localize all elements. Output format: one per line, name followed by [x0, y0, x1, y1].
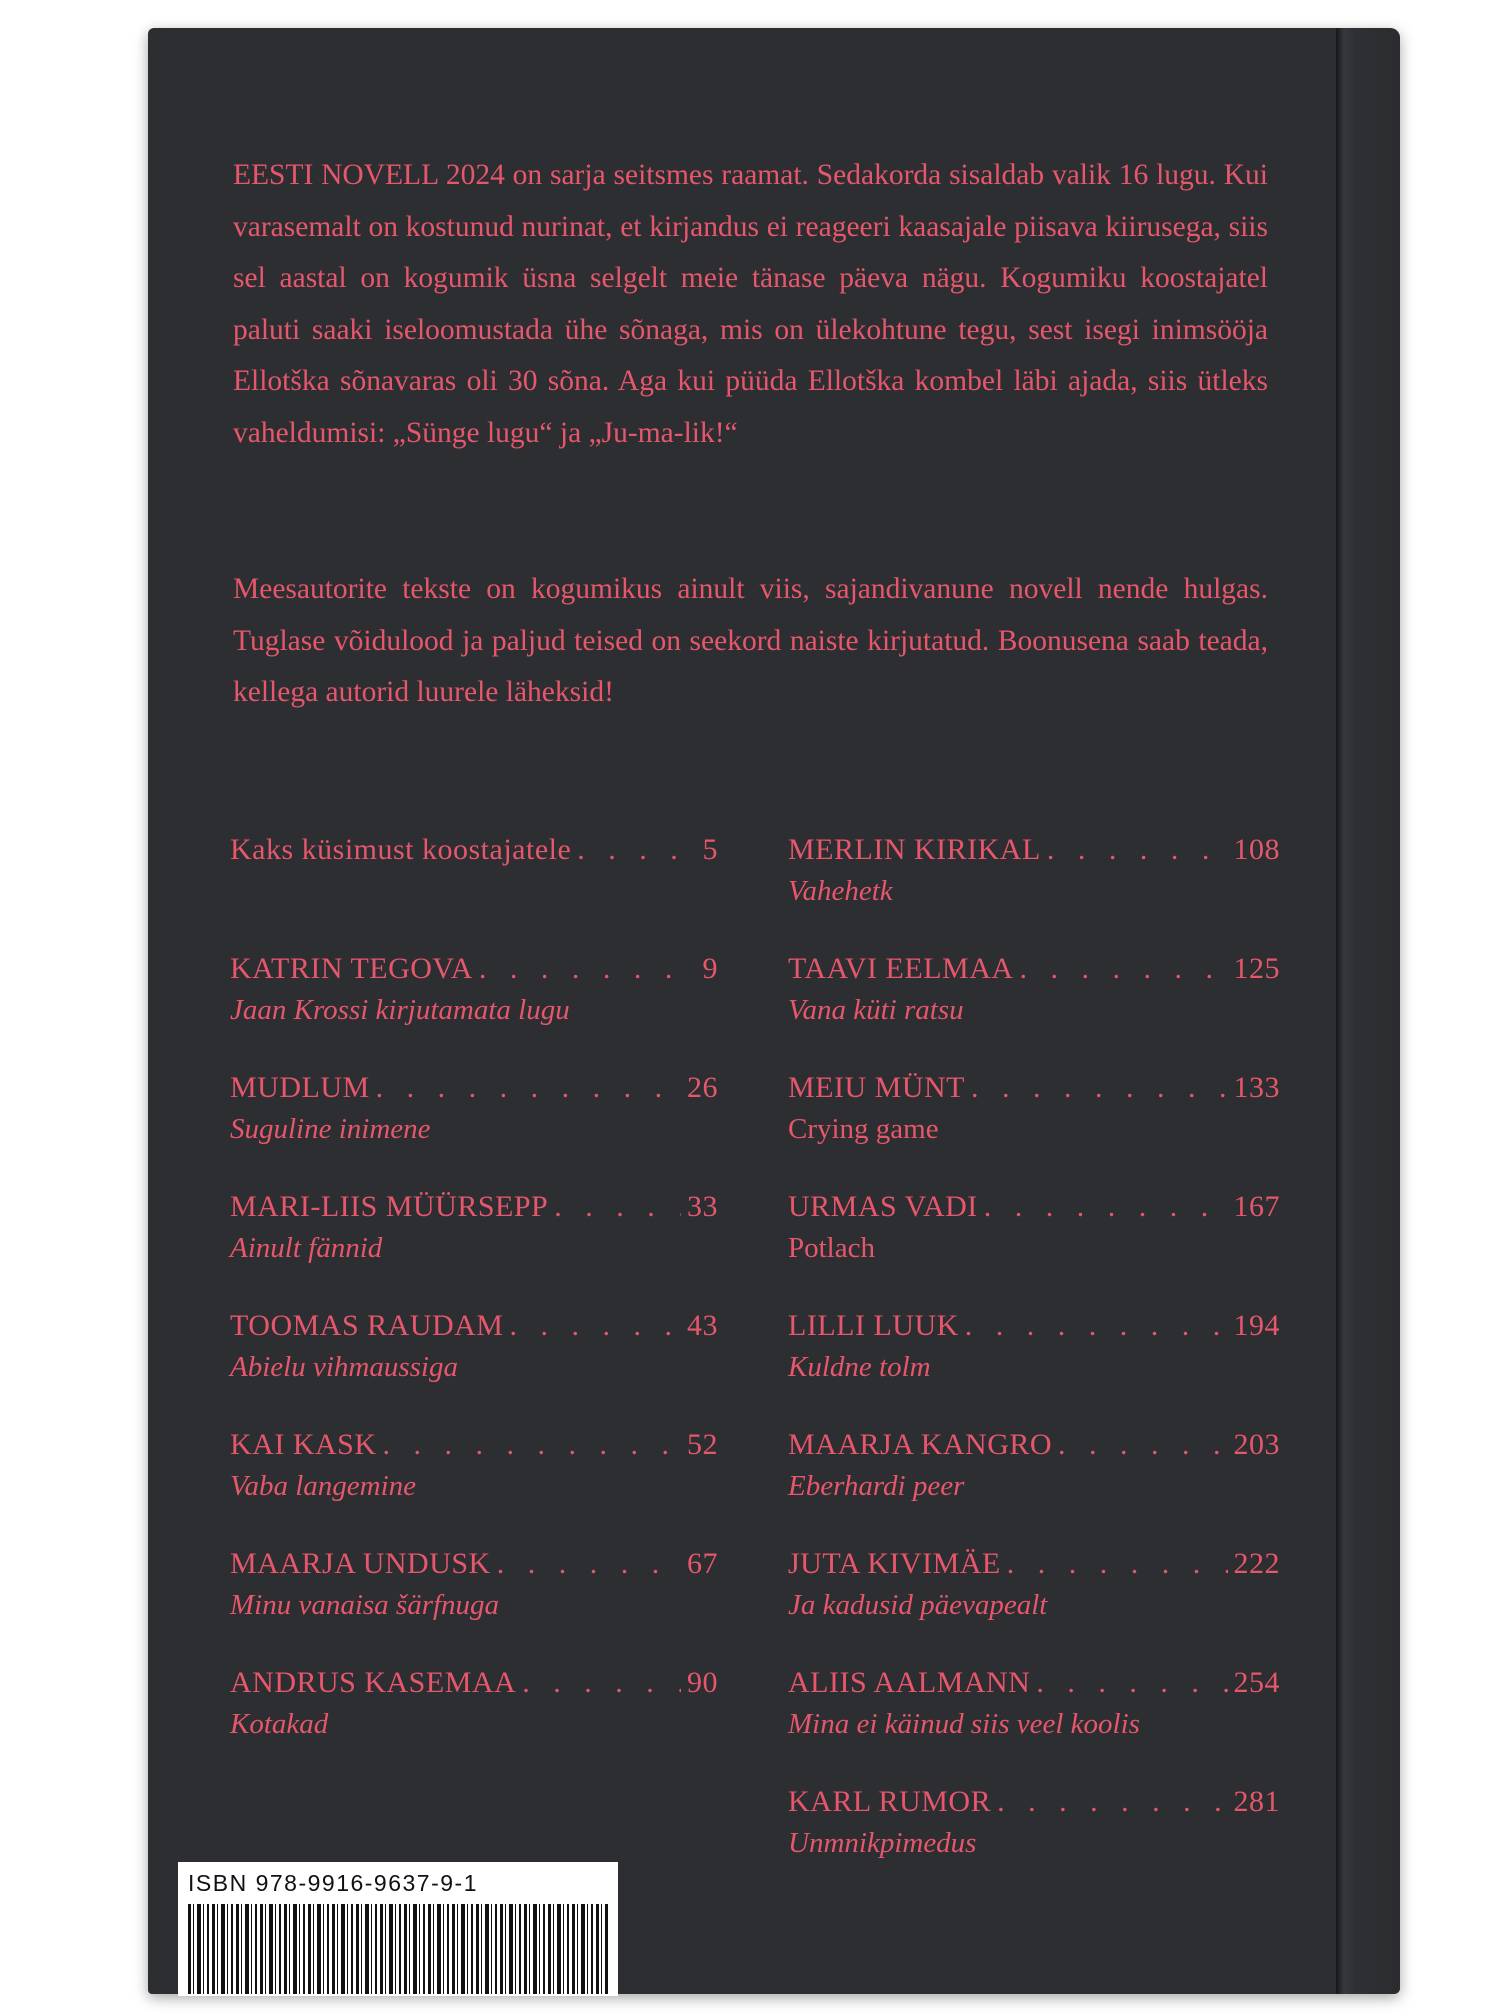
- toc-story-title: Ainult fännid: [230, 1232, 383, 1264]
- toc-entry: [230, 1425, 718, 1544]
- toc-page-number: 222: [1233, 1547, 1280, 1580]
- toc-leader-dots: [509, 1306, 681, 1346]
- toc-leader-dots: [1058, 1425, 1227, 1465]
- toc-leader-dots: [965, 1306, 1228, 1346]
- toc-entry: [788, 949, 1280, 1068]
- toc-entry: [230, 1068, 718, 1187]
- toc-entry: [788, 1306, 1280, 1425]
- toc-author: JUTA KIVIMÄE: [788, 1547, 1001, 1580]
- toc-page-number: 125: [1233, 952, 1280, 985]
- toc-leader-dots: [1020, 949, 1228, 989]
- barcode-bars: [188, 1904, 608, 1994]
- toc-page-number: 254: [1233, 1666, 1280, 1699]
- toc-entry: [788, 1782, 1280, 1901]
- toc-author: URMAS VADI: [788, 1190, 978, 1223]
- toc-author: MARI-LIIS MÜÜRSEPP: [230, 1190, 549, 1223]
- toc-author: KAI KASK: [230, 1428, 377, 1461]
- toc-page-number: 43: [687, 1309, 718, 1342]
- blurb-paragraph-2: Meesautorite tekste on kogumikus ainult viis, sajandivanune novell nende hulgas. Tuglase võidulood ja paljud teised on seekord naiste kirjutatud. Boonusena saab teada, kellega autorid luurele läheksid!: [233, 573, 1268, 708]
- toc-page-number: 26: [687, 1071, 718, 1104]
- toc-entry: [230, 1306, 718, 1425]
- toc-author: MERLIN KIRIKAL: [788, 833, 1041, 866]
- toc-leader-dots: [1007, 1544, 1228, 1584]
- toc-story-title: Kotakad: [230, 1708, 329, 1740]
- toc-entry: [788, 1068, 1280, 1187]
- toc-story-title: Abielu vihmaussiga: [230, 1351, 458, 1383]
- toc-story-title: Ja kadusid päevapealt: [788, 1589, 1048, 1621]
- toc-entry: [788, 830, 1280, 949]
- toc-story-title: Mina ei käinud siis veel koolis: [788, 1708, 1140, 1740]
- toc-story-title: Suguline inimene: [230, 1113, 431, 1145]
- toc-page-number: 203: [1233, 1428, 1280, 1461]
- toc-author: TOOMAS RAUDAM: [230, 1309, 504, 1342]
- toc-leader-dots: [522, 1663, 681, 1703]
- toc-entry: [230, 1663, 718, 1782]
- blurb-paragraph-1: EESTI NOVELL 2024 on sarja seitsmes raamat. Sedakorda sisaldab valik 16 lugu. Kui varasemalt on kostunud nurinat, et kirjandus ei reageeri kaasajale piisava kiirusega, siis sel aastal on kogumik üsna selgelt meie tänase päeva nägu. Kogumiku koostajatel paluti saaki iseloomustada ühe sõnaga, mis on ülekohtune tegu, sest isegi inimsööja Ellotška sõnavaras oli 30 sõna. Aga kui püüda Ellotška kombel läbi ajada, siis ütleks vaheldumisi: „Sünge lugu“ ja „Ju-ma-lik!“: [233, 159, 1268, 449]
- toc-page-number: 90: [687, 1666, 718, 1699]
- toc-leader-dots: [971, 1068, 1228, 1108]
- toc-author: MAARJA KANGRO: [788, 1428, 1053, 1461]
- toc-leader-dots: [1036, 1663, 1227, 1703]
- table-of-contents-right: [788, 830, 1280, 1901]
- toc-leader-dots: [383, 1425, 682, 1465]
- toc-page-number: 281: [1233, 1785, 1280, 1818]
- toc-leader-dots: [554, 1187, 681, 1227]
- toc-author: MEIU MÜNT: [788, 1071, 965, 1104]
- toc-page-number: 33: [687, 1190, 718, 1223]
- toc-story-title: Jaan Krossi kirjutamata lugu: [230, 994, 570, 1026]
- isbn-number: ISBN 978-9916-9637-9-1: [188, 1870, 478, 1896]
- toc-page-number: 133: [1233, 1071, 1280, 1104]
- toc-story-title: Unmnikpimedus: [788, 1827, 977, 1859]
- toc-entry: [230, 949, 718, 1068]
- toc-entry: [230, 1187, 718, 1306]
- toc-leader-dots: [577, 830, 696, 870]
- toc-story-title: Vaba langemine: [230, 1470, 417, 1502]
- toc-author: ALIIS AALMANN: [788, 1666, 1031, 1699]
- isbn-barcode-label: [178, 1862, 618, 1996]
- toc-entry: [788, 1544, 1280, 1663]
- toc-author: KARL RUMOR: [788, 1785, 992, 1818]
- toc-author: KATRIN TEGOVA: [230, 952, 473, 985]
- toc-author: MUDLUM: [230, 1071, 370, 1104]
- toc-page-number: 167: [1233, 1190, 1280, 1223]
- toc-story-title: Potlach: [788, 1232, 875, 1264]
- toc-author: TAAVI EELMAA: [788, 952, 1014, 985]
- toc-story-title: Vana küti ratsu: [788, 994, 964, 1026]
- toc-author: LILLI LUUK: [788, 1309, 959, 1342]
- toc-author: MAARJA UNDUSK: [230, 1547, 491, 1580]
- toc-page-number: 52: [687, 1428, 718, 1461]
- toc-entry: [230, 1544, 718, 1663]
- toc-story-title: Kuldne tolm: [788, 1351, 931, 1383]
- toc-author: Kaks küsimust koostajatele: [230, 833, 572, 866]
- toc-story-title: Eberhardi peer: [788, 1470, 965, 1502]
- toc-story-title: Minu vanaisa šärfnuga: [230, 1589, 500, 1621]
- toc-entry: [788, 1425, 1280, 1544]
- toc-page-number: 5: [702, 833, 718, 866]
- toc-page-number: 9: [702, 952, 718, 985]
- toc-entry: [788, 1663, 1280, 1782]
- toc-story-title: Crying game: [788, 1113, 939, 1145]
- toc-leader-dots: [479, 949, 697, 989]
- toc-author: ANDRUS KASEMAA: [230, 1666, 517, 1699]
- toc-leader-dots: [984, 1187, 1228, 1227]
- toc-leader-dots: [376, 1068, 681, 1108]
- toc-leader-dots: [1047, 830, 1228, 870]
- table-of-contents-left: [230, 830, 718, 1782]
- spine: [1338, 28, 1400, 1994]
- toc-page-number: 108: [1233, 833, 1280, 866]
- toc-story-title: Vahehetk: [788, 875, 893, 907]
- toc-entry: [788, 1187, 1280, 1306]
- toc-page-number: 67: [687, 1547, 718, 1580]
- book-back-cover: [148, 28, 1400, 1994]
- toc-leader-dots: [997, 1782, 1227, 1822]
- toc-leader-dots: [497, 1544, 681, 1584]
- toc-entry: [230, 830, 718, 949]
- toc-page-number: 194: [1233, 1309, 1280, 1342]
